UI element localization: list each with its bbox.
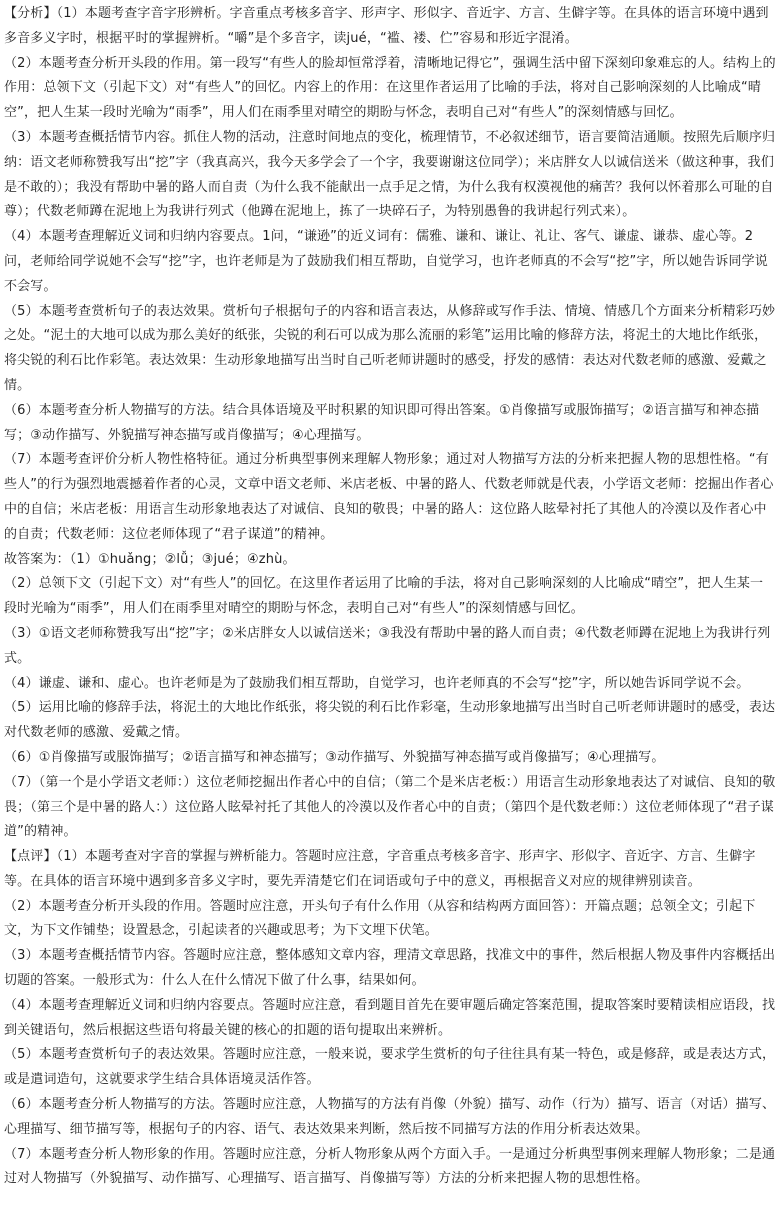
answer-paragraph-1: 故答案为：（1）①huǎng；②lǚ；③jué；④zhù。	[4, 551, 296, 567]
comment-paragraph-3: （3）本题考查概括情节内容。答题时应注意，整体感知文章内容，理清文章思路，找准文中的事件，然后根据人物及事件内容概括出切题的答案。一般形式为：什么人在什么情况下做了什么事，结果如何。	[4, 948, 776, 989]
answer-paragraph-2: （2）总领下文（引起下文）对“有些人”的回忆。在这里作者运用了比喻的手法，将对自己影响深刻的人比喻成“晴空”，把人生某一段时光喻为“雨季”，用人们在雨季里对晴空的期盼与怀念，表明自己对“有些人”的深刻情感与回忆。	[4, 576, 764, 617]
answer-paragraph-4: （4）谦虚、谦和、虚心。也许老师是为了鼓励我们相互帮助，自觉学习，也许老师真的不会写“挖”字，所以她告诉同学说不会。	[4, 675, 750, 691]
comment-paragraph-6: （6）本题考查分析人物描写的方法。答题时应注意，人物描写的方法有肖像（外貌）描写、动作（行为）描写、语言（对话）描写、心理描写、细节描写等，根据句子的内容、语气、表达效果来判断，然后按不同描写方法的作用分析表达效果。	[4, 1097, 776, 1137]
comments-section	[4, 845, 776, 1192]
answer-paragraph-5: （5）运用比喻的修辞手法，将泥土的大地比作纸张，将尖锐的利石比作彩毫，生动形象地描写出当时自己听老师讲题时的感受，表达对代数老师的感激、爱戴之情。	[4, 700, 776, 741]
answer-paragraph-3: （3）①语文老师称赞我写出“挖”字；②米店胖女人以诚信送米；③我没有帮助中暑的路人而自责；④代数老师蹲在泥地上为我讲行列式。	[4, 625, 771, 666]
analysis-paragraph-6: （6）本题考查分析人物描写的方法。结合具体语境及平时积累的知识即可得出答案。①肖像描写或服饰描写；②语言描写和神态描写；③动作描写、外貌描写神态描写或肖像描写；④心理描写。	[4, 402, 760, 443]
analysis-paragraph-1: 【分析】（1）本题考查字音字形辨析。字音重点考核多音字、形声字、形似字、音近字、方言、生僻字等。在具体的语言环境中遇到多音多义字时，根据平时的掌握辨析。“嚼”是个多音字，读jué，“褴、褛、伫”容易和形近字混淆。	[4, 6, 769, 46]
answers-section	[4, 548, 776, 846]
analysis-section	[4, 2, 776, 548]
analysis-paragraph-3: （3）本题考查概括情节内容。抓住人物的活动，注意时间地点的变化，梳理情节，不必叙述细节，语言要简洁通顺。按照先后顺序归纳：语文老师称赞我写出“挖”字（我真高兴，我今天多学会了一个字，我要谢谢这位同学）；米店胖女人以诚信送米（做这种事，我们是不敢的）；我没有帮助中暑的路人而自责（为什么我不能献出一点手足之情，为什么我有权漠视他的痛苦？我何以怀着那么可耻的自尊）；代数老师蹲在泥地上为我讲行列式（他蹲在泥地上，拣了一块碎石子，为特别愚鲁的我讲起行列式来）。	[4, 129, 776, 220]
comment-paragraph-7: （7）本题考查分析人物形象的作用。答题时应注意，分析人物形象从两个方面入手。一是通过分析典型事例来理解人物形象；二是通过对人物描写（外貌描写、动作描写、心理描写、语言描写、肖像描写等）方法的分析来把握人物的思想性格。	[4, 1146, 776, 1187]
analysis-paragraph-7: （7）本题考查评价分析人物性格特征。通过分析典型事例来理解人物形象；通过对人物描写方法的分析来把握人物的思想性格。“有些人”的行为强烈地震撼着作者的心灵，文章中语文老师、米店老板、中暑的路人、代数老师就是代表，小学语文老师：挖掘出作者心中的自信；米店老板：用语言生动形象地表达了对诚信、良知的敬畏；中暑的路人：这位路人眩晕衬托了其他人的冷漠以及作者心中的自责；代数老师：这位老师体现了“君子谋道”的精神。	[4, 452, 774, 542]
analysis-paragraph-4: （4）本题考查理解近义词和归纳内容要点。1问，“谦逊”的近义词有：儒雅、谦和、谦让、礼让、客气、谦虚、谦恭、虚心等。2问，老师给同学说她不会写“挖”字，也许老师是为了鼓励我们相互帮助，自觉学习，也许老师真的不会写“挖”字，所以她告诉同学说不会写。	[4, 229, 768, 294]
comment-paragraph-4: （4）本题考查理解近义词和归纳内容要点。答题时应注意，看到题目首先在要审题后确定答案范围，提取答案时要精读相应语段，找到关键语句，然后根据这些语句将最关键的核心的扣题的语句提取出来辨析。	[4, 997, 776, 1038]
answer-paragraph-6: （6）①肖像描写或服饰描写；②语言描写和神态描写；③动作描写、外貌描写神态描写或肖像描写；④心理描写。	[4, 749, 665, 765]
analysis-paragraph-2: （2）本题考查分析开头段的作用。第一段写“有些人的脸却恒常浮着，清晰地记得它”，强调生活中留下深刻印象难忘的人。结构上的作用：总领下文（引起下文）对“有些人”的回忆。内容上的作用：在这里作者运用了比喻的手法，将对自己影响深刻的人比喻成“晴空”，把人生某一段时光喻为“雨季”，用人们在雨季里对晴空的期盼与怀念，表明自己对“有些人”的深刻情感与回忆。	[4, 55, 776, 121]
analysis-paragraph-5: （5）本题考查赏析句子的表达效果。赏析句子根据句子的内容和语言表达，从修辞或写作手法、情境、情感几个方面来分析精彩巧妙之处。“泥土的大地可以成为那么美好的纸张，尖锐的利石可以成为那么流丽的彩笔”运用比喻的修辞方法，将泥土的大地比作纸张，将尖锐的利石比作彩笔。表达效果：生动形象地描写出当时自己听老师讲题时的感受，抒发的感情：表达对代数老师的感激、爱戴之情。	[4, 303, 776, 393]
comment-paragraph-1: 【点评】（1）本题考查对字音的掌握与辨析能力。答题时应注意，字音重点考核多音字、形声字、形似字、音近字、方言、生僻字等。在具体的语言环境中遇到多音多义字时，要先弄清楚它们在词语或句子中的意义，再根据音义对应的规律辨别读音。	[4, 849, 756, 889]
comment-paragraph-2: （2）本题考查分析开头段的作用。答题时应注意，开头句子有什么作用（从容和结构两方面回答）：开篇点题；总领全文；引起下文，为下文作铺垫；设置悬念，引起读者的兴趣或思考；为下文埋下伏笔。	[4, 898, 756, 939]
answer-paragraph-7: （7）（第一个是小学语文老师：）这位老师挖掘出作者心中的自信；（第二个是米店老板：）用语言生动形象地表达了对诚信、良知的敬畏；（第三个是中暑的路人：）这位路人眩晕衬托了其他人的冷漠以及作者心中的自责；（第四个是代数老师：）这位老师体现了“君子谋道”的精神。	[4, 774, 776, 840]
comment-paragraph-5: （5）本题考查赏析句子的表达效果。答题时应注意，一般来说，要求学生赏析的句子往往具有某一特色，或是修辞，或是表达方式，或是遣词造句，这就要求学生结合具体语境灵活作答。	[4, 1047, 776, 1088]
